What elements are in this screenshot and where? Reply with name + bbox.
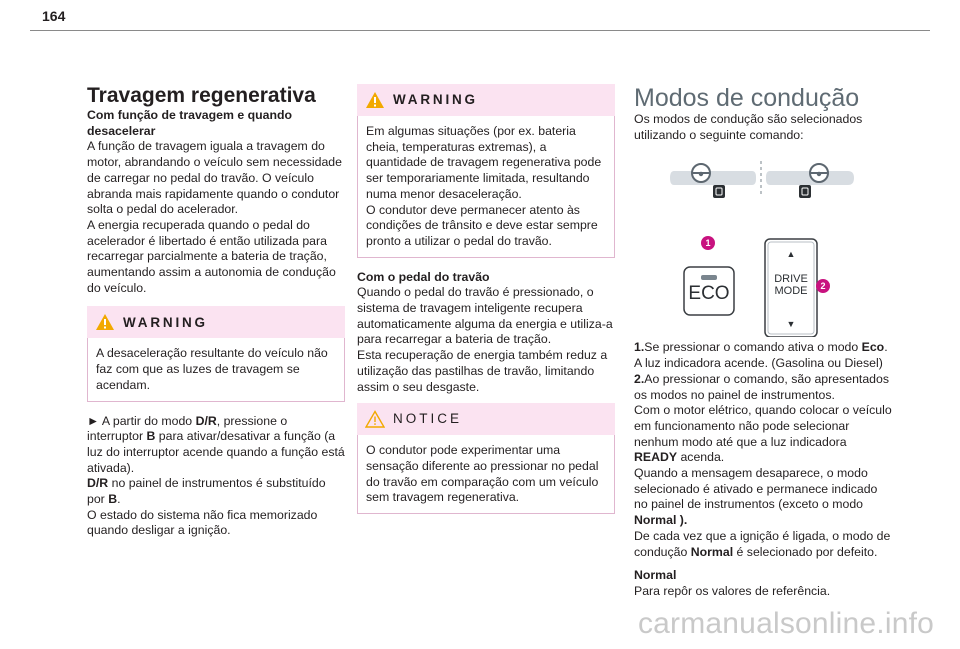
paragraph-engine-braking: A função de travagem iguala a travagem do motor, abrandando o veículo sem necessidade de carregar no pedal do travão. O veículo abranda mais rapidamente quando o condutor solta o pedal do acelerador. <box>87 139 342 217</box>
section-title-regenerative-braking: Travagem regenerativa <box>87 84 316 107</box>
column-right <box>634 84 892 600</box>
drive-mode-figure <box>634 149 892 337</box>
section-title-drive-modes: Modos de condução <box>634 84 860 112</box>
warning-body-2 <box>357 116 615 258</box>
warning-box-2 <box>357 84 615 258</box>
warning-body <box>87 338 345 401</box>
watermark: carmanualsonline.info <box>637 607 934 640</box>
warning-header-2 <box>357 84 615 116</box>
instruction-memory: O estado do sistema não fica memorizado quando desligar a ignição. <box>87 507 318 538</box>
warning-title: WARNING <box>123 314 208 330</box>
warning-text-limits: Em algumas situações (por ex. bateria cheia, temperaturas extremas), a quantidade de travagem regenerativa pode ser temporariamente limitada, resultando numa menor desaceleração. <box>366 124 602 201</box>
instruction-ready: Com o motor elétrico, quando colocar o veículo em funcionamento não pode selecionar nenhum modo até que a luz indicadora READY acenda. <box>634 403 892 465</box>
arrow-bullet-icon: ► <box>87 413 100 428</box>
subsection-title-brake-pedal: Com o pedal do travão <box>357 269 490 284</box>
subsection-title-deceleration: Com função de travagem e quando desacelerar <box>87 108 292 138</box>
instruction-toggle: ► A partir do modo D/R, pressione o interruptor B para ativar/desativar a função (a luz do interruptor acende quando a função está ativada). <box>87 413 345 475</box>
steering-wheel-icon <box>692 164 710 182</box>
warning-header <box>87 306 345 338</box>
paragraph-brake-recovery: Quando o pedal do travão é pressionado, o sistema de travagem inteligente recupera automaticamente alguma da energia e utiliza-a para recarregar a bateria de tração. <box>357 285 613 347</box>
warning-text: A desaceleração resultante do veículo não faz com que as luzes de travagem se acendam. <box>96 346 328 392</box>
notice-box <box>357 403 615 514</box>
notice-triangle-icon <box>365 410 385 428</box>
column-middle <box>357 84 615 526</box>
warning-text-attention: O condutor deve permanecer atento às condições de trânsito e deve estar sempre pronto a utilizar o pedal do travão. <box>366 202 598 248</box>
drive-mode-illustration <box>634 149 892 337</box>
notice-title: NOTICE <box>393 411 463 427</box>
warning-box <box>87 306 345 401</box>
paragraph-pad-wear: Esta recuperação de energia também reduz a utilização das pastilhas de travão, limitando assim o seu desgaste. <box>357 348 608 394</box>
instruction-eco: 1.Se pressionar o comando ativa o modo Eco. A luz indicadora acende. (Gasolina ou Diesel) <box>634 340 888 371</box>
drive-mode-label-2: MODE <box>774 285 808 298</box>
paragraph-normal: Para repôr os valores de referência. <box>634 583 831 598</box>
instruction-selected-mode: Quando a mensagem desaparece, o modo selecionado é ativado e permanece indicado no painel de instrumentos (exceto o modo Normal ). <box>634 466 878 528</box>
notice-body <box>357 435 615 514</box>
column-left <box>87 84 345 539</box>
drive-mode-up-arrow: ▲ <box>786 249 796 260</box>
drive-mode-label-1: DRIVE <box>774 273 808 286</box>
instruction-display: D/R no painel de instrumentos é substituído por B. <box>87 476 326 507</box>
notice-text: O condutor pode experimentar uma sensação diferente ao pressionar no pedal do travão em comparação com um veículo sem travagem regenerativa. <box>366 443 599 505</box>
subsection-title-normal: Normal <box>634 568 677 583</box>
badge-eco-button: 1 <box>701 236 715 250</box>
warning-title-2: WARNING <box>393 92 478 108</box>
page-number: 164 <box>42 8 66 24</box>
paragraph-mode-intro: Os modos de condução são selecionados utilizando o seguinte comando: <box>634 112 863 142</box>
steering-wheel-icon-2 <box>810 164 828 182</box>
instruction-default-mode: De cada vez que a ignição é ligada, o modo de condução Normal é selecionado por defeito. <box>634 528 891 559</box>
warning-triangle-icon <box>365 91 385 109</box>
paragraph-energy-recovery: A energia recuperada quando o pedal do acelerador é libertado é então utilizada para recarregar parcialmente a bateria de tração, aumentando assim a autonomia de condução do veículo. <box>87 217 336 295</box>
instruction-drive-mode: 2.Ao pressionar o comando, são apresentados os modos no painel de instrumentos. <box>634 371 889 402</box>
mode-instructions <box>634 340 892 599</box>
drive-mode-down-arrow: ▼ <box>786 319 796 330</box>
eco-button-label: ECO <box>688 283 730 305</box>
badge-drive-mode-switch: 2 <box>816 279 830 293</box>
notice-header <box>357 403 615 435</box>
warning-triangle-icon <box>95 313 115 331</box>
header-divider <box>30 30 930 31</box>
